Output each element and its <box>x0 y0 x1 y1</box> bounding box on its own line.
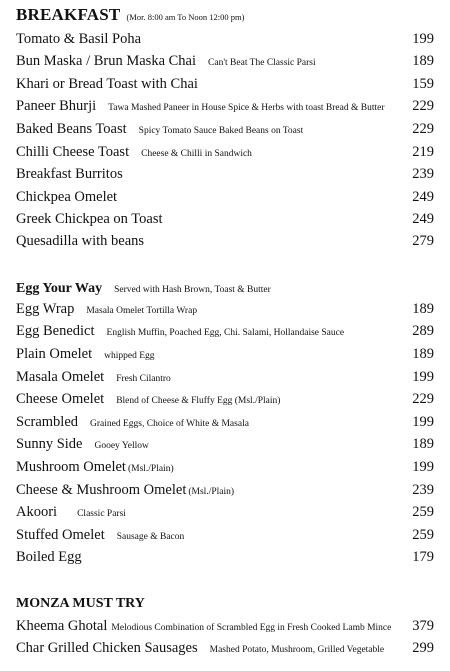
menu-item <box>16 189 434 211</box>
menu-item <box>16 436 434 458</box>
item-price: 229 <box>412 98 434 114</box>
item-price: 189 <box>412 436 434 452</box>
item-description: Sausage & Bacon <box>116 532 185 542</box>
item-description: Mashed Potato, Mushroom, Grilled Vegetable <box>209 645 385 655</box>
item-name: Scrambled <box>16 414 79 430</box>
menu-item <box>16 301 434 323</box>
item-price: 189 <box>412 53 434 69</box>
item-name: Quesadilla with beans <box>16 233 145 249</box>
item-name: Boiled Egg <box>16 549 82 565</box>
item-name: Plain Omelet <box>16 346 93 362</box>
menu-item <box>16 414 434 436</box>
menu-item <box>16 640 434 662</box>
menu-item <box>16 166 434 188</box>
item-price: 229 <box>412 391 434 407</box>
menu-item <box>16 144 434 166</box>
item-name: Egg Wrap <box>16 301 75 317</box>
section-title: BREAKFAST <box>16 5 121 24</box>
egg-header <box>16 281 434 303</box>
item-description: (Msl./Plain) <box>188 487 235 497</box>
monza-header <box>16 596 434 618</box>
item-price: 229 <box>412 121 434 137</box>
item-price: 219 <box>412 144 434 160</box>
item-price: 199 <box>412 459 434 475</box>
menu-item <box>16 31 434 53</box>
section-description: Served with Hash Brown, Toast & Butter <box>114 285 271 295</box>
section-title: MONZA MUST TRY <box>16 596 145 611</box>
menu-item <box>16 618 434 640</box>
item-price: 249 <box>412 211 434 227</box>
item-description: whipped Egg <box>104 351 155 361</box>
item-description: English Muffin, Poached Egg, Chi. Salami, Hollandaise Sauce <box>106 328 345 338</box>
menu-item <box>16 211 434 233</box>
item-price: 239 <box>412 482 434 498</box>
item-price: 189 <box>412 301 434 317</box>
item-name: Cheese Omelet <box>16 391 105 407</box>
item-description: Gooey Yellow <box>94 441 149 451</box>
menu-item <box>16 98 434 120</box>
item-name: Masala Omelet <box>16 369 105 385</box>
item-name: Char Grilled Chicken Sausages <box>16 640 198 656</box>
item-name: Mushroom Omelet <box>16 459 126 475</box>
item-price: 199 <box>412 369 434 385</box>
item-name: Paneer Bhurji <box>16 98 97 114</box>
item-description: Can't Beat The Classic Parsi <box>208 58 316 68</box>
item-name: Chickpea Omelet <box>16 189 118 205</box>
item-name: Greek Chickpea on Toast <box>16 211 163 227</box>
item-price: 239 <box>412 166 434 182</box>
item-name: Cheese & Mushroom Omelet <box>16 482 187 498</box>
item-price: 189 <box>412 346 434 362</box>
menu-item <box>16 369 434 391</box>
item-description: Masala Omelet Tortilla Wrap <box>86 306 198 316</box>
section-title: Egg Your Way <box>16 281 103 296</box>
item-description: Fresh Cilantro <box>116 374 171 384</box>
item-description: (Msl./Plain) <box>127 464 174 474</box>
menu-item <box>16 76 434 98</box>
item-name: Egg Benedict <box>16 323 95 339</box>
item-description: Classic Parsi <box>77 509 126 519</box>
menu-item <box>16 121 434 143</box>
item-description: Melodious Combination of Scrambled Egg in Fresh Cooked Lamb Mince <box>111 623 392 633</box>
item-name: Akoori <box>16 504 58 520</box>
item-description: Tawa Mashed Paneer in House Spice & Herbs with toast Bread & Butter <box>108 103 385 113</box>
item-description: Spicy Tomato Sauce Baked Beans on Toast <box>138 126 304 136</box>
item-price: 379 <box>412 618 434 634</box>
item-price: 159 <box>412 76 434 92</box>
menu-item <box>16 549 434 571</box>
menu-item <box>16 233 434 255</box>
item-price: 259 <box>412 504 434 520</box>
item-price: 199 <box>412 414 434 430</box>
item-price: 299 <box>412 640 434 656</box>
item-description: Grained Eggs, Choice of White & Masala <box>90 419 249 429</box>
item-description: Cheese & Chilli in Sandwich <box>141 149 252 159</box>
breakfast-header <box>16 5 434 27</box>
menu-item <box>16 504 434 526</box>
menu-item <box>16 53 434 75</box>
item-price: 289 <box>412 323 434 339</box>
item-name: Khari or Bread Toast with Chai <box>16 76 198 92</box>
item-name: Bun Maska / Brun Maska Chai <box>16 53 197 69</box>
item-name: Stuffed Omelet <box>16 527 105 543</box>
menu-item <box>16 391 434 413</box>
item-name: Sunny Side <box>16 436 83 452</box>
item-name: Breakfast Burritos <box>16 166 123 182</box>
section-hours: (Mor. 8:00 am To Noon 12:00 pm) <box>126 12 245 22</box>
menu-item <box>16 346 434 368</box>
menu-item <box>16 527 434 549</box>
item-price: 279 <box>412 233 434 249</box>
item-name: Chilli Cheese Toast <box>16 144 130 160</box>
item-name: Baked Beans Toast <box>16 121 127 137</box>
item-description: Blend of Cheese & Fluffy Egg (Msl./Plain) <box>116 396 281 406</box>
menu-item <box>16 459 434 481</box>
item-name: Kheema Ghotal <box>16 618 108 634</box>
item-price: 249 <box>412 189 434 205</box>
menu-item <box>16 323 434 345</box>
item-price: 259 <box>412 527 434 543</box>
menu-item <box>16 482 434 504</box>
item-price: 179 <box>412 549 434 565</box>
item-name: Tomato & Basil Poha <box>16 31 142 47</box>
item-price: 199 <box>412 31 434 47</box>
